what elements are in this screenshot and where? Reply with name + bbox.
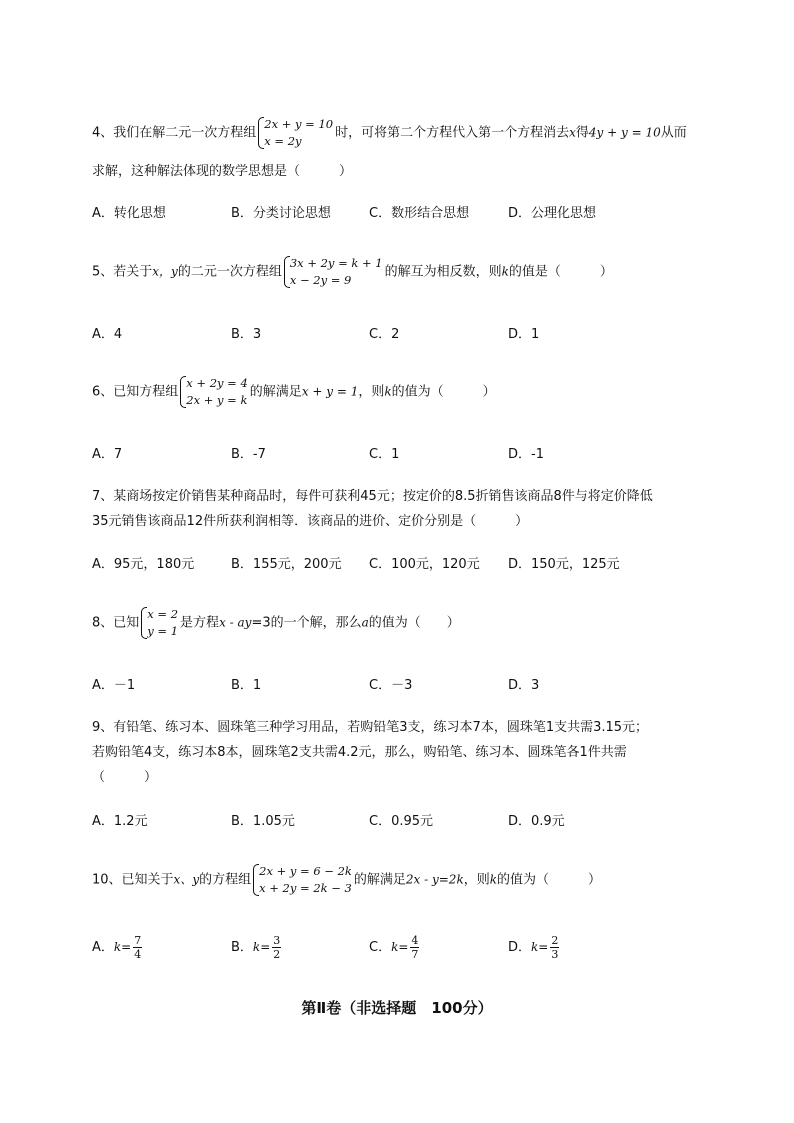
q10-option-a-lhs: k=: [113, 940, 132, 954]
q4-var: x: [569, 125, 576, 140]
q6-equation-system: [180, 375, 248, 409]
q4-prefix: 4、我们在解二元一次方程组: [92, 125, 257, 141]
q10-option-b[interactable]: [231, 934, 281, 961]
q6-option-d[interactable]: D．-1: [508, 447, 544, 462]
q4-option-a[interactable]: A．转化思想: [92, 206, 166, 221]
q10-option-d[interactable]: [508, 934, 559, 961]
q9-line1: 9、有铅笔、练习本、圆珠笔三种学习用品，若购铅笔3支，练习本7本，圆珠笔1支共需3.15元；: [92, 720, 649, 735]
section-title: 第Ⅱ卷（非选择题 100分）: [301, 999, 493, 1017]
q10-option-b-label: B．: [231, 940, 253, 955]
q5-eq2: x − 2y = 9: [289, 273, 352, 287]
q4-expr: 4y + y = 10: [588, 125, 661, 140]
q6-suffix: 的值为（ ）: [391, 384, 496, 400]
q6-option-b[interactable]: B．-7: [231, 447, 266, 462]
q7-option-b[interactable]: B．155元，200元: [231, 557, 342, 572]
q6-line1: [92, 375, 496, 409]
q9-line2: 若购铅笔4支，练习本8本，圆珠笔2支共需4.2元，那么，购铅笔、练习本、圆珠笔各1件共需: [92, 745, 627, 760]
q10-eq1: 2x + y = 6 − 2k: [259, 864, 352, 878]
q4-line2: 求解，这种解法体现的数学思想是（ ）: [92, 164, 353, 179]
fraction-denominator: 4: [134, 948, 142, 961]
q7-line1: 7、某商场按定价销售某种商品时，每件可获利45元；按定价的8.5折销售该商品8件与将定价降低: [92, 489, 653, 504]
q10-mid: 的方程组: [199, 872, 252, 888]
q10-option-c-lhs: k=: [391, 940, 409, 954]
q10-k: k: [489, 872, 498, 887]
q4-line1: [92, 116, 687, 150]
fraction-denominator: 2: [273, 948, 281, 961]
q8-suffix: 的值为（ ）: [368, 615, 460, 631]
q10-mid2: 的解满足: [353, 872, 406, 888]
q5-prefix: 5、若关于: [92, 264, 153, 280]
q8-equation-system: [141, 606, 178, 640]
q8-expr: x - ay: [219, 615, 252, 630]
q4-option-c[interactable]: C．数形结合思想: [369, 206, 470, 221]
q5-mid: 的二元一次方程组: [177, 264, 282, 280]
q6-eq1: x + 2y = 4: [186, 376, 248, 390]
q10-prefix: 10、已知关于: [92, 872, 174, 888]
q5-vars: x，y: [152, 264, 178, 279]
q10-option-c-label: C．: [369, 940, 392, 955]
q5-option-b[interactable]: B．3: [231, 327, 262, 342]
q4-eq2: x = 2y: [264, 134, 302, 148]
q10-option-c[interactable]: [369, 934, 419, 961]
fraction-numerator: 4: [411, 934, 419, 947]
q6-option-c[interactable]: C．1: [369, 447, 400, 462]
fraction-denominator: 3: [551, 948, 559, 961]
q8-option-b[interactable]: B．1: [231, 678, 262, 693]
q8-a: a: [361, 615, 369, 630]
q7-option-d[interactable]: D．150元，125元: [508, 557, 620, 572]
q9-option-d[interactable]: D．0.9元: [508, 814, 565, 829]
q6-expr: x + y = 1: [301, 384, 359, 399]
q10-equation-system: [253, 863, 352, 897]
q8-eq1: x = 2: [147, 607, 179, 621]
q4-equation-system: [258, 116, 333, 150]
q4-mid2: 得: [575, 125, 589, 141]
q6-prefix: 6、已知方程组: [92, 384, 179, 400]
q10-line1: [92, 863, 601, 897]
q9-option-b[interactable]: B．1.05元: [231, 814, 295, 829]
q8-option-d[interactable]: D．3: [508, 678, 540, 693]
q10-option-a[interactable]: [92, 934, 142, 961]
q10-option-b-fraction: [272, 934, 281, 961]
q7-option-a[interactable]: A．95元，180元: [92, 557, 195, 572]
q10-vars: x、y: [173, 872, 200, 887]
q8-option-a[interactable]: A．－1: [92, 678, 136, 693]
q10-option-b-lhs: k=: [252, 940, 271, 954]
q7-option-c[interactable]: C．100元，120元: [369, 557, 480, 572]
q8-prefix: 8、已知: [92, 615, 140, 631]
q10-option-c-fraction: [410, 934, 419, 961]
q8-option-c[interactable]: C．－3: [369, 678, 413, 693]
q5-option-c[interactable]: C．2: [369, 327, 400, 342]
q10-option-d-label: D．: [508, 940, 532, 955]
q6-mid2: ，则: [358, 384, 385, 400]
q5-line1: [92, 255, 613, 289]
q4-eq1: 2x + y = 10: [264, 117, 334, 131]
q6-eq2: 2x + y = k: [186, 393, 248, 407]
q4-suffix: 从而: [660, 125, 687, 141]
q6-option-a[interactable]: A．7: [92, 447, 123, 462]
q8-line1: [92, 606, 460, 640]
q9-line3: （ ）: [92, 770, 158, 785]
q5-suffix: 的值是（ ）: [508, 264, 613, 280]
fraction-numerator: 3: [273, 934, 281, 947]
q5-option-d[interactable]: D．1: [508, 327, 540, 342]
q5-eq1: 3x + 2y = k + 1: [289, 256, 383, 270]
q10-option-d-lhs: k=: [531, 940, 549, 954]
fraction-denominator: 7: [411, 948, 419, 961]
q5-k: k: [501, 264, 509, 279]
q8-mid: 是方程: [180, 615, 220, 631]
q10-option-a-label: A．: [92, 940, 114, 955]
q10-option-a-fraction: [133, 934, 142, 961]
q10-option-d-fraction: [550, 934, 559, 961]
q7-line2: 35元销售该商品12件所获利润相等．该商品的进价、定价分别是（ ）: [92, 514, 529, 529]
q8-mid2: =3的一个解，那么: [251, 615, 362, 631]
q5-mid2: 的解互为相反数，则: [384, 264, 502, 280]
q4-option-b[interactable]: B．分类讨论思想: [231, 206, 331, 221]
q9-option-a[interactable]: A．1.2元: [92, 814, 148, 829]
q10-mid3: ，则: [463, 872, 490, 888]
fraction-numerator: 7: [134, 934, 142, 947]
q5-option-a[interactable]: A．4: [92, 327, 123, 342]
q8-eq2: y = 1: [147, 624, 179, 638]
q5-equation-system: [284, 255, 383, 289]
q6-k: k: [384, 384, 392, 399]
q4-mid1: 时，可将第二个方程代入第一个方程消去: [335, 125, 570, 141]
q9-option-c[interactable]: C．0.95元: [369, 814, 434, 829]
q10-eq2: x + 2y = 2k − 3: [259, 881, 352, 895]
fraction-numerator: 2: [551, 934, 559, 947]
q4-option-d[interactable]: D．公理化思想: [508, 206, 597, 221]
q10-suffix: 的值为（ ）: [497, 872, 602, 888]
q10-expr: 2x - y=2k: [405, 872, 464, 887]
q6-mid: 的解满足: [249, 384, 302, 400]
